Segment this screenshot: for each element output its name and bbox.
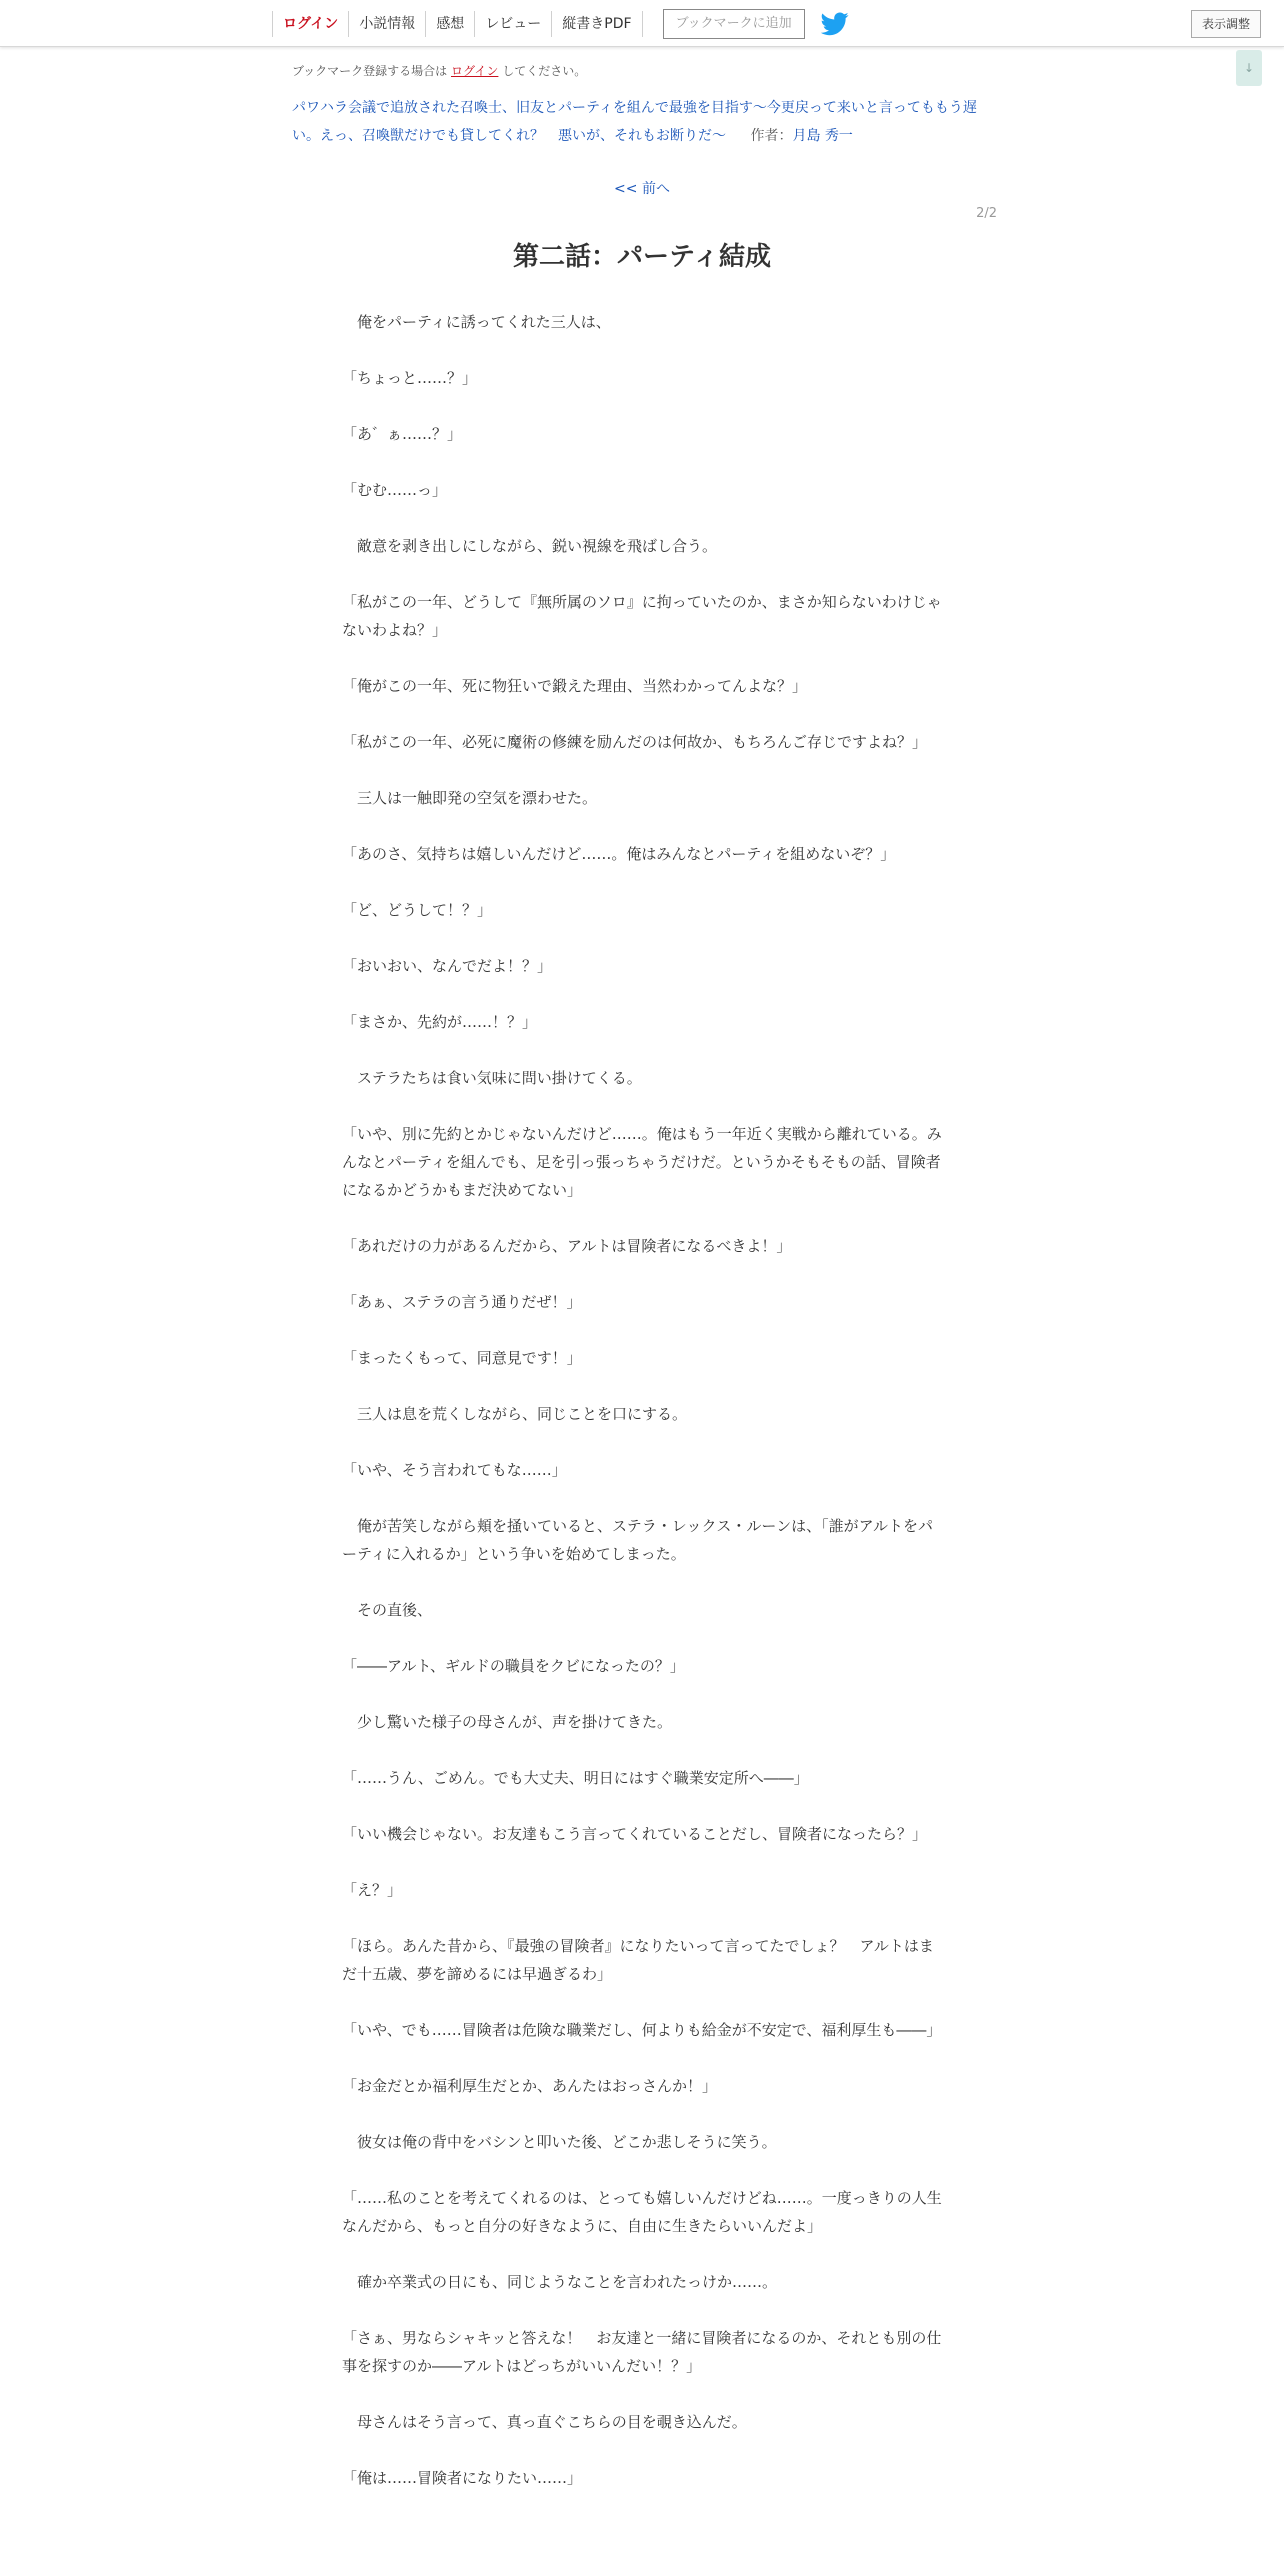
header-nav [272, 8, 849, 40]
twitter-bird-icon[interactable] [821, 12, 849, 36]
novel-paragraph: 「いや、別に先約とかじゃないんだけど……。俺はもう一年近く実戦から離れている。みんなとパーティを組んでも、足を引っ張っちゃうだけだ。というかそもそもの話、冒険者になるかどうかもまだ決めてない」 [342, 1125, 942, 1199]
novel-paragraph: 「あのさ、気持ちは嬉しいんだけど……。俺はみんなとパーティを組めないぞ？」 [342, 845, 896, 863]
novel-paragraph: 「まったくもって、同意見です！」 [342, 1349, 582, 1367]
novel-paragraph: 「え？」 [342, 1881, 403, 1899]
novel-paragraph: 「俺は……冒険者になりたい……」 [342, 2469, 583, 2487]
add-bookmark-button[interactable]: ブックマークに追加 [663, 9, 805, 39]
novel-paragraph: 三人は一触即発の空気を漂わせた。 [342, 789, 598, 807]
novel-paragraph: 「むむ……っ」 [342, 481, 448, 499]
novel-paragraph: 三人は息を荒くしながら、同じことを口にする。 [342, 1405, 688, 1423]
chapter-title: 第二話：パーティ結成 [513, 242, 771, 272]
novel-paragraph: 彼女は俺の背中をバシンと叩いた後、どこか悲しそうに笑う。 [342, 2133, 777, 2151]
bookmark-note-suffix: してください。 [502, 64, 587, 78]
novel-paragraph: 「俺がこの一年、死に物狂いで鍛えた理由、当然わかってんよな？」 [342, 677, 808, 695]
bookmark-login-note [292, 62, 586, 79]
novel-paragraph: 「ど、どうして！？」 [342, 901, 493, 919]
display-settings-button[interactable]: 表示調整 [1191, 10, 1261, 38]
novel-paragraph: 「あ゛ぁ……？」 [342, 425, 463, 443]
novel-paragraph: 「さぁ、男ならシャキッと答えな！ お友達と一緒に冒険者になるのか、それとも別の仕事を探すのか――アルトはどっちがいいんだい！？」 [342, 2329, 942, 2375]
scroll-down-icon[interactable]: ↓ [1236, 50, 1262, 86]
novel-paragraph: 「――アルト、ギルドの職員をクビになったの？」 [342, 1657, 685, 1675]
novel-paragraph: 「……うん、ごめん。でも大丈夫、明日にはすぐ職業安定所へ――」 [342, 1769, 809, 1787]
novel-paragraph: 「あぁ、ステラの言う通りだぜ！」 [342, 1293, 582, 1311]
novel-paragraph: 「お金だとか福利厚生だとか、あんたはおっさんか！」 [342, 2077, 718, 2095]
nav-vertical-pdf-link[interactable]: 縦書きPDF [551, 11, 642, 37]
novel-paragraph: 少し驚いた様子の母さんが、声を掛けてきた。 [342, 1713, 673, 1731]
novel-paragraph: その直後、 [342, 1601, 433, 1619]
novel-paragraph: ステラたちは食い気味に問い掛けてくる。 [342, 1069, 642, 1087]
author-label: 作者： [750, 128, 793, 144]
nav-review-link[interactable]: レビュー [474, 11, 551, 37]
bookmark-note-prefix: ブックマーク登録する場合は [292, 64, 448, 78]
novel-paragraph: 母さんはそう言って、真っ直ぐこちらの目を覗き込んだ。 [342, 2413, 747, 2431]
series-title-block [292, 94, 992, 150]
novel-paragraph: 「私がこの一年、どうして『無所属のソロ』に拘っていたのか、まさか知らないわけじゃないわよね？」 [342, 593, 942, 639]
novel-paragraph: 「ちょっと……？」 [342, 369, 478, 387]
nav-impressions-link[interactable]: 感想 [425, 11, 474, 37]
novel-paragraph: 「いや、でも……冒険者は危険な職業だし、何よりも給金が不安定で、福利厚生も――」 [342, 2021, 942, 2039]
novel-paragraph: 「……私のことを考えてくれるのは、とっても嬉しいんだけどね……。一度っきりの人生なんだから、もっと自分の好きなように、自由に生きたらいいんだよ」 [342, 2189, 942, 2235]
novel-paragraph: 「ほら。あんた昔から、『最強の冒険者』になりたいって言ってたでしょ？ アルトはまだ十五歳、夢を諦めるには早過ぎるわ」 [342, 1937, 934, 1983]
series-title-link[interactable]: パワハラ会議で追放された召喚士、旧友とパーティを組んで最強を目指す～今更戻って来いと言ってももう遅い。えっ、召喚獣だけでも貸してくれ？ 悪いが、それもお断りだ～ [292, 100, 977, 144]
novel-paragraph: 「おいおい、なんでだよ！？」 [342, 957, 553, 975]
novel-paragraph: 確か卒業式の日にも、同じようなことを言われたっけか……。 [342, 2273, 778, 2291]
novel-paragraph: 「まさか、先約が……！？」 [342, 1013, 538, 1031]
novel-paragraph: 俺が苦笑しながら頬を掻いていると、ステラ・レックス・ルーンは、「誰がアルトをパーティに入れるか」という争いを始めてしまった。 [342, 1517, 934, 1563]
bookmark-note-login-link[interactable]: ログイン [451, 64, 499, 78]
novel-paragraph: 「私がこの一年、必死に魔術の修練を励んだのは何故か、もちろんご存じですよね？」 [342, 733, 928, 751]
nav-login-link[interactable]: ログイン [272, 11, 348, 37]
novel-paragraph: 「いや、そう言われてもな……」 [342, 1461, 567, 1479]
page-number: 2/2 [976, 206, 997, 221]
top-header [0, 0, 1284, 47]
novel-paragraph: 「いい機会じゃない。お友達もこう言ってくれていることだし、冒険者になったら？」 [342, 1825, 928, 1843]
previous-page-link[interactable]: << 前へ [614, 181, 670, 197]
nav-novel-info-link[interactable]: 小説情報 [348, 11, 425, 37]
novel-paragraph: 敵意を剥き出しにしながら、鋭い視線を飛ばし合う。 [342, 537, 718, 555]
novel-paragraph: 「あれだけの力があるんだから、アルトは冒険者になるべきよ！」 [342, 1237, 792, 1255]
novel-body [342, 308, 942, 2492]
author-link[interactable]: 月島 秀一 [792, 128, 853, 144]
novel-paragraph: 俺をパーティに誘ってくれた三人は、 [342, 313, 611, 331]
